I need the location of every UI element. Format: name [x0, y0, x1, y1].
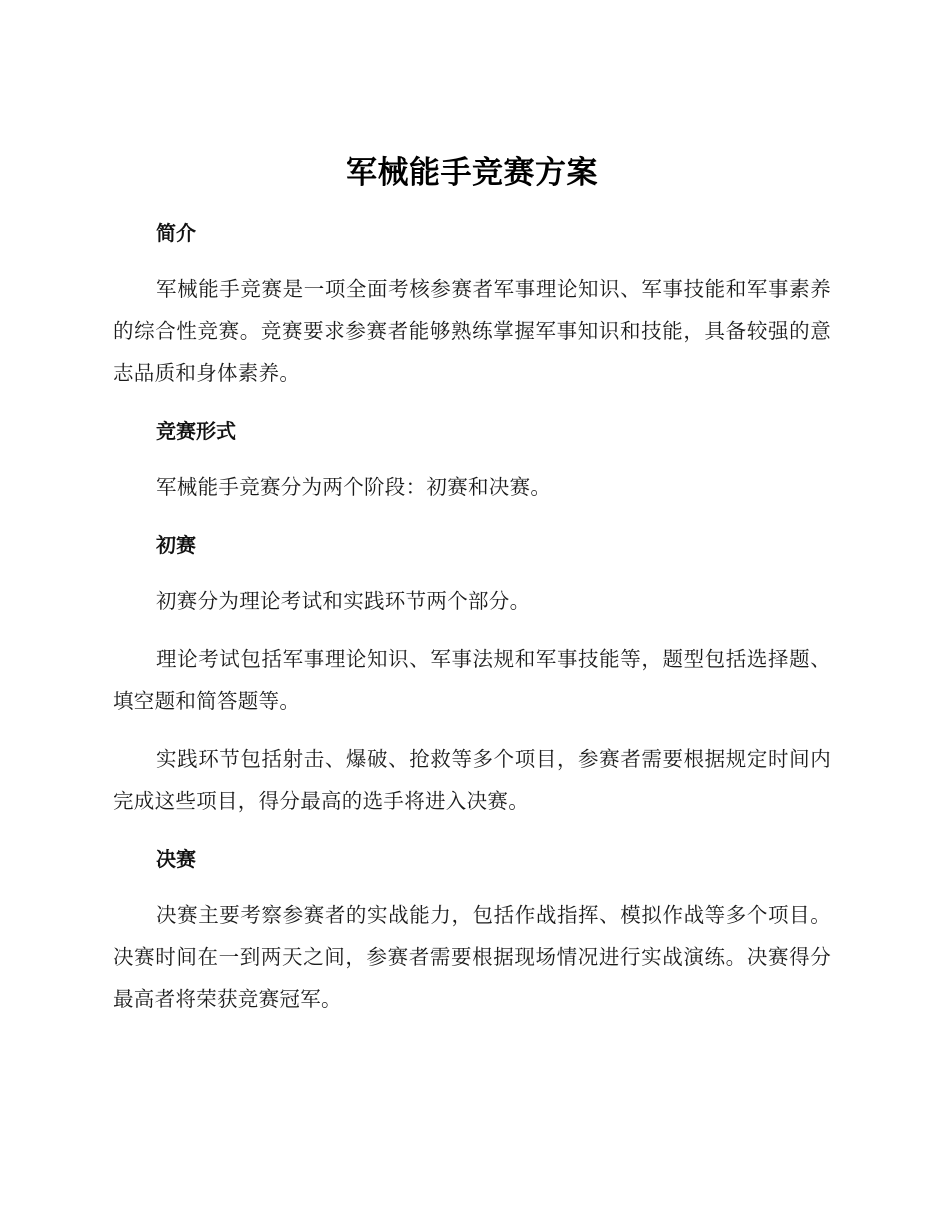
spacer	[113, 880, 831, 894]
final-paragraph: 决赛主要考察参赛者的实战能力，包括作战指挥、模拟作战等多个项目。决赛时间在一到两天之间，参赛者需要根据现场情况进行实战演练。决赛得分最高者将荣获竞赛冠军。	[113, 903, 831, 1011]
spacer	[113, 508, 831, 524]
format-paragraph: 军械能手竞赛分为两个阶段：初赛和决赛。	[156, 475, 552, 499]
spacer	[113, 722, 831, 738]
section-heading-intro: 简介	[156, 221, 196, 245]
preliminary-paragraph-2: 理论考试包括军事理论知识、军事法规和军事技能等，题型包括选择题、填空题和简答题等。	[113, 647, 831, 713]
preliminary-paragraph-1: 初赛分为理论考试和实践环节两个部分。	[156, 589, 531, 613]
spacer	[113, 198, 831, 212]
section-heading-preliminary: 初赛	[156, 533, 196, 557]
spacer	[113, 822, 831, 838]
section-heading-final: 决赛	[156, 847, 196, 871]
spacer	[113, 254, 831, 268]
spacer	[113, 394, 831, 410]
spacer	[113, 566, 831, 580]
document-title: 军械能手竞赛方案	[346, 155, 598, 191]
preliminary-paragraph-3: 实践环节包括射击、爆破、抢救等多个项目，参赛者需要根据规定时间内完成这些项目，得分最高的选手将进入决赛。	[113, 747, 831, 813]
section-heading-format: 竞赛形式	[156, 419, 236, 443]
intro-paragraph: 军械能手竞赛是一项全面考核参赛者军事理论知识、军事技能和军事素养的综合性竞赛。竞赛要求参赛者能够熟练掌握军事知识和技能，具备较强的意志品质和身体素养。	[113, 277, 831, 385]
spacer	[113, 622, 831, 638]
spacer	[113, 452, 831, 466]
document-body	[113, 148, 831, 1020]
